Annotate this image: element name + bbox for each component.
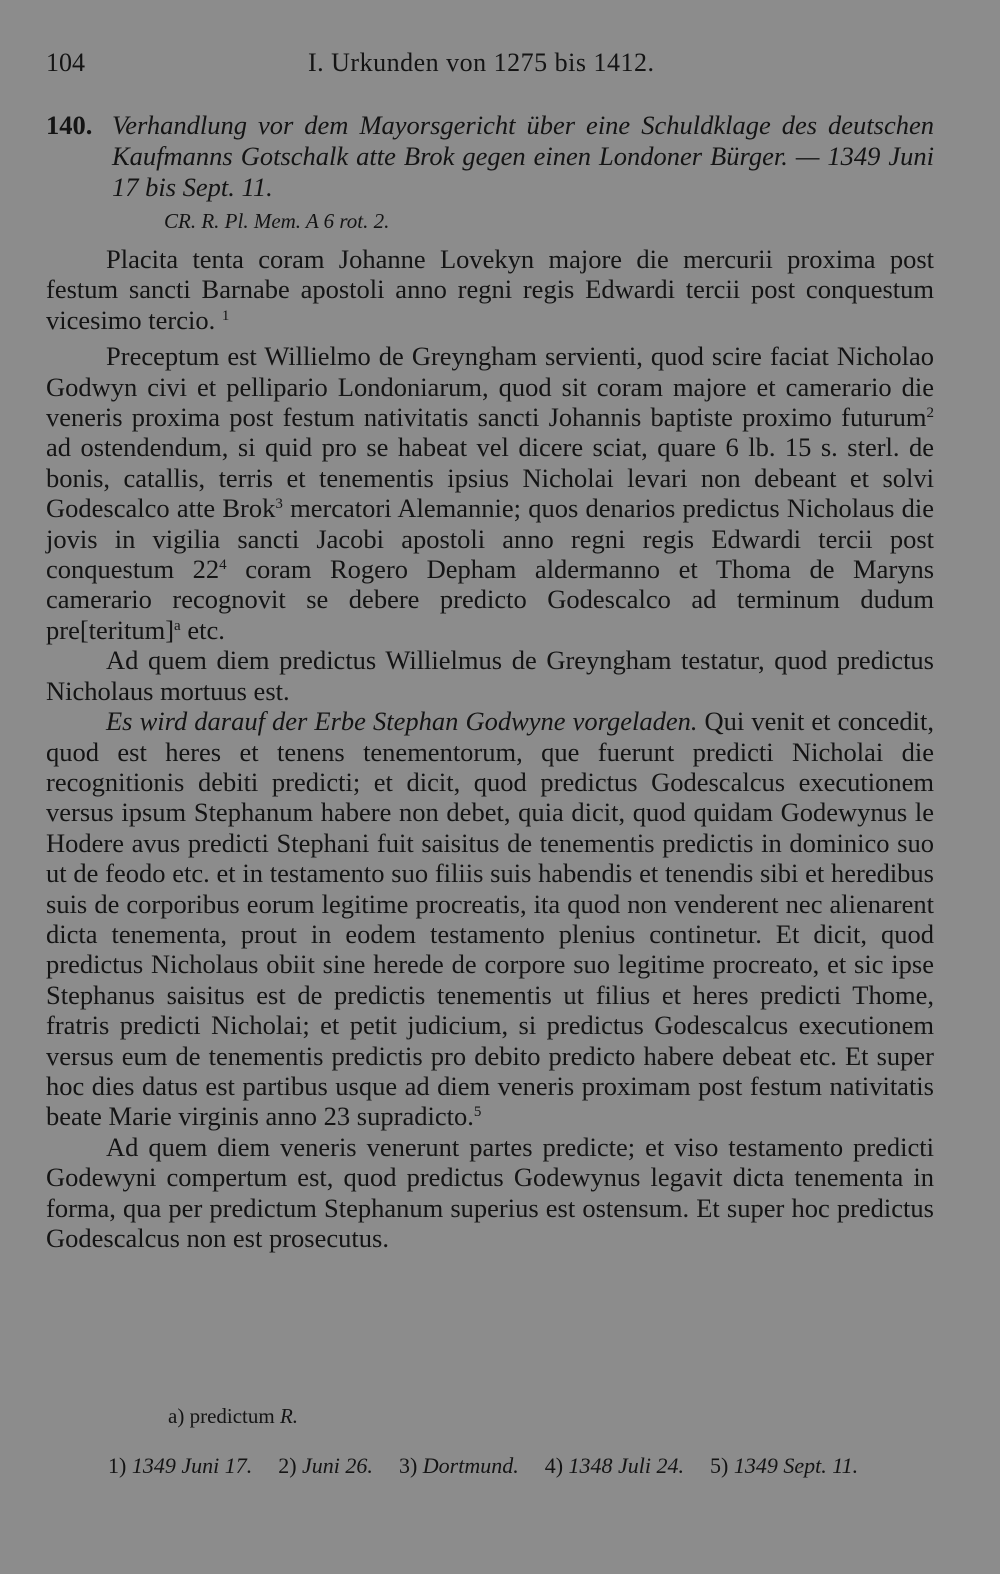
footnotes: [46, 1452, 934, 1480]
paragraph-1: [46, 244, 934, 335]
editorial-summary: Es wird darauf der Erbe Stephan Godwyne vorgeladen.: [106, 706, 698, 737]
document-number: 140.: [46, 110, 93, 140]
footnote-number: 3): [398, 1453, 418, 1478]
running-title: I. Urkunden von 1275 bis 1412.: [308, 48, 655, 77]
paragraph-2: [46, 341, 934, 645]
paragraph-4: [46, 706, 934, 1132]
paragraph-text: Ad quem diem predictus Willielmus de Greyngham testatur, quod predictus Nicholaus mortuus est.: [46, 645, 934, 706]
paragraph-text: mercatori Alemannie; quos denarios predictus Nicholaus die jovis in vigilia sancti Jacobi apostoli anno regni regis Edwardi tercii post conquestum 22: [46, 493, 934, 585]
footnote-number: 1): [108, 1453, 127, 1478]
footnote-list: [46, 1452, 934, 1480]
footnote-text: 1348 Juli 24.: [568, 1453, 685, 1478]
footnote-ref-1: 1: [221, 307, 230, 324]
footnote-text: Dortmund.: [422, 1453, 519, 1478]
document-page: [46, 0, 934, 1574]
footnote-number: 5): [710, 1453, 729, 1478]
footnote-ref-2: 2: [926, 405, 934, 422]
document-body: [46, 244, 934, 1253]
textual-note-text: predictum: [189, 1404, 275, 1428]
document-heading: [46, 110, 934, 203]
footnote-text: Juni 26.: [302, 1453, 373, 1478]
paragraph-text: Placita tenta coram Johanne Lovekyn majore die mercurii proxima post festum sancti Barnabe apostoli anno regni regis Edwardi tercii post conquestum vicesimo tercio.: [46, 244, 934, 335]
paragraph-text: Qui venit et concedit, quod est heres et tenens tenementorum, que fuerunt predicti Nicholai die recognitionis debiti predicti; et dicit, quod predictus Godescalcus executionem versus ipsum Stephanum habere non debet, quia dicit, quod quidam Godewynus le Hodere avus predicti Stephani fuit saisitus de tenementis predictis in dominico suo ut de feodo etc. et in testamento suo filiis suis habendis et tenendis sibi et heredibus suis de corporibus eorum legitime procreatis, ita quod non venderent nec alienarent dicta tenementa, prout in eodem testamento plenius continetur. Et dicit, quod predictus Nicholaus obiit sine herede de corpore suo legitime procreato, et sic ipse Stephanus saisitus est de predictis tenementis ut filius et heres predicti Thome, fratris predicti Nicholai; et petit judicium, si predictus Godescalcus executionem versus eum de tenementis predictis pro debito predicto habere debeat etc. Et super hoc dies datus est partibus usque ad diem veneris proximam post festum nativitatis beate Marie virginis anno 23 supradicto.: [46, 706, 934, 1132]
textual-note-ref-a: a: [174, 617, 181, 634]
paragraph-text: Preceptum est Willielmo de Greyngham servienti, quod scire faciat Nicholao Godwyn civi et pellipario Londoniarum, quod sit coram majore et camerario die veneris proxima post festum nativitatis sancti Johannis baptiste proximo futurum: [46, 341, 934, 433]
footnote-text: 1349 Juni 17.: [131, 1453, 253, 1478]
textual-note-label: a): [168, 1404, 185, 1428]
footnote-2: [278, 1453, 373, 1478]
footnote-3: [399, 1453, 519, 1478]
running-header: [46, 48, 934, 84]
footnote-ref-4: 4: [219, 557, 227, 574]
source-reference: CR. R. Pl. Mem. A 6 rot. 2.: [164, 209, 390, 233]
paragraph-text: coram Rogero Depham aldermanno et Thoma de Maryns camerario recognovit se debere predicto Godescalco ad terminum dudum pre[teritum]: [46, 554, 935, 645]
footnote-number: 4): [544, 1453, 564, 1478]
document-title: Verhandlung vor dem Mayorsgericht über eine Schuldklage des deutschen Kaufmanns Gotschalk atte Brok gegen einen Londoner Bürger. — 1349 Juni 17 bis Sept. 11.: [112, 110, 934, 202]
paragraph-text: etc.: [180, 614, 225, 645]
footnote-4: [545, 1453, 684, 1478]
footnote-5: [710, 1453, 858, 1478]
textual-note: [168, 1404, 298, 1429]
paragraph-text: Ad quem diem veneris venerunt partes predicte; et viso testamento predicti Godewyni compertum est, quod predictus Godewynus legavit dicta tenementa in forma, qua per predictum Stephanum superius est ostensum. Et super hoc predictus Godescalcus non est prosecutus.: [46, 1131, 934, 1253]
page-number: 104: [46, 48, 85, 77]
textual-note-source: R.: [279, 1404, 299, 1428]
footnote-ref-3: 3: [275, 496, 283, 513]
paragraph-text: ad ostendendum, si quid pro se habeat vel dicere sciat, quare 6 lb. 15 s. sterl. de bonis, catallis, terris et tenementis ipsius Nicholai levari non debeant et solvi Godescalco atte Brok: [46, 432, 934, 524]
footnote-1: [108, 1453, 252, 1478]
footnote-ref-5: 5: [473, 1104, 482, 1121]
footnote-number: 2): [278, 1453, 297, 1478]
paragraph-5: [46, 1132, 934, 1254]
paragraph-3: [46, 645, 934, 706]
footnote-text: 1349 Sept. 11.: [733, 1453, 859, 1478]
